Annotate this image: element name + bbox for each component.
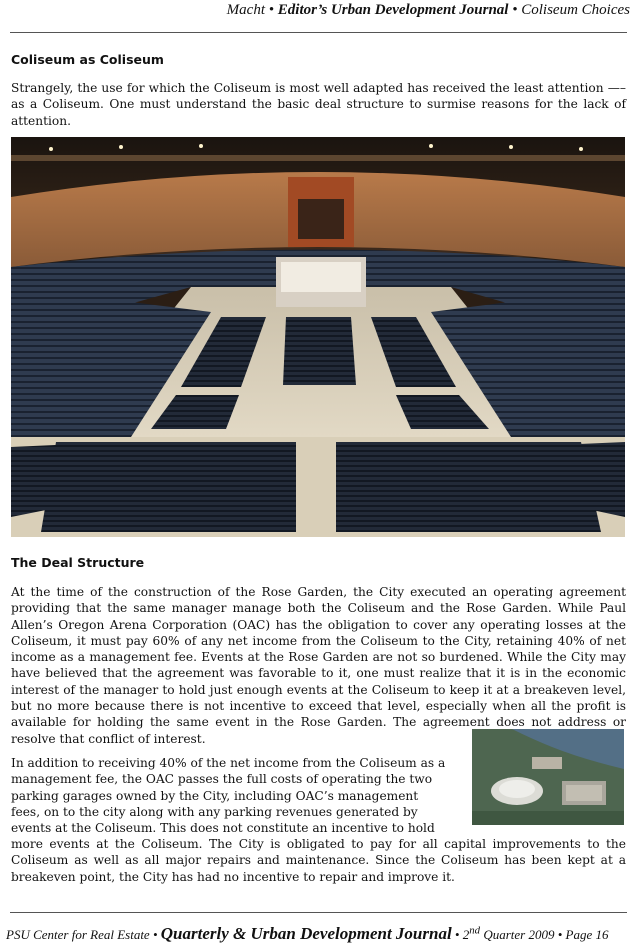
footer-center: PSU Center for Real Estate — [6, 927, 150, 942]
paragraph-intro: Strangely, the use for which the Coliseum is most well adapted has received the least attention —– as a Coliseum. One must understand the basic deal structure to surmise reasons for the lack of attention. — [11, 81, 626, 128]
paragraph-deal-structure-2-rest: more events at the Coliseum. The City is obligated to pay for all capital improvements to the Coliseum as well as all major repairs and maintenance. Since the Coliseum has been kept at a breakeven point, the City has had no incentive to repair and improve it. — [11, 837, 626, 884]
header-rule — [10, 32, 627, 33]
section-heading-coliseum: Coliseum as Coliseum — [11, 52, 164, 67]
header-journal: Editor’s Urban Development Journal — [277, 2, 509, 18]
footer-journal: Quarterly & Urban Development Journal — [160, 924, 452, 943]
header-separator: • — [512, 2, 518, 18]
footer-separator: • — [454, 927, 460, 942]
paragraph-line: events at the Coliseum. This does not constitute an incentive to hold — [11, 821, 435, 836]
footer-quarter-number: 2 — [462, 927, 470, 942]
footer-quarter: Quarter 2009 — [483, 927, 555, 942]
paragraph-deal-structure-1: At the time of the construction of the Rose Garden, the City executed an operating agreement providing that the same manager manage both the Coliseum and the Rose Garden. While Paul Allen’s Oregon Arena Corporation (OAC) has the obligation to cover any operating losses at the Coliseum, it must pay 60% of any net income from the Coliseum to the City, retaining 40% of net income as a management fee. Events at the Rose Garden are not so burdened. While the City may have believed that the agreement was favorable to it, one must realize that it is in the economic interest of the manager to hold just enough events at the Coliseum to keep it at a breakeven level, but no more because there is not incentive to exceed that level, especially when all the profit is available for holding the same event in the Rose Garden. The agreement does not address or resolve that conflict of interest. — [11, 585, 626, 746]
footer-page: Page 16 — [565, 927, 609, 942]
header-topic: Coliseum Choices — [521, 2, 630, 18]
section-heading-deal-structure: The Deal Structure — [11, 555, 145, 570]
footer-separator: • — [557, 927, 563, 942]
arena-interior-photo — [11, 137, 625, 537]
header-author: Macht — [226, 2, 265, 18]
header-separator: • — [268, 2, 275, 18]
aerial-site-photo — [472, 729, 624, 825]
running-footer — [6, 924, 626, 944]
footer-rule — [10, 912, 627, 913]
paragraph-line: management fee, the OAC passes the full costs of operating the two — [11, 772, 433, 787]
paragraph-deal-structure-2-wrapped — [11, 755, 462, 836]
paragraph-line: fees, on to the city along with any parking revenues generated by — [11, 804, 418, 819]
running-header — [0, 0, 630, 24]
paragraph-line: In addition to receiving 40% of the net income from the Coliseum as a — [11, 756, 446, 770]
footer-separator: • — [152, 927, 158, 942]
paragraph-line: parking garages owned by the City, including OAC’s management — [11, 788, 419, 803]
footer-quarter-suffix: nd — [469, 924, 481, 937]
